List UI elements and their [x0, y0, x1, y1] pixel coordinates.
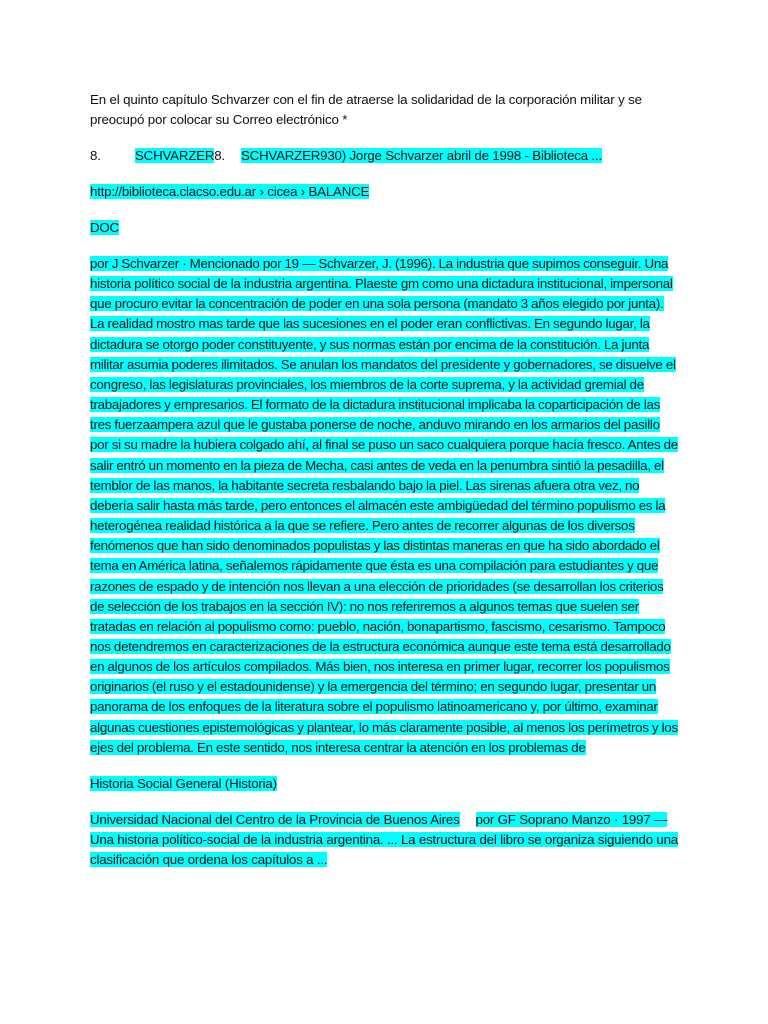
source-link[interactable]: http://biblioteca.clacso.edu.ar › cicea › BALANCE [90, 184, 370, 199]
highlighted-text: SCHVARZER [135, 148, 215, 163]
source-institution: Universidad Nacional del Centro de la Provincia de Buenos Aires [90, 811, 460, 827]
main-paragraph-text: por J Schvarzer · Mencionado por 19 — Schvarzer, J. (1996). La industria que supimos conseguir. Una historia político social de la industria argentina. Plaeste gm como una dictadura institucional, impersonal que procuro evitar la concentración de poder en una sola persona (mandato 3 años elegido por junta). La realidad mostro mas tarde que las sucesiones en el poder eran conflictivas. En segundo lugar, la dictadura se otorgo poder constituyente, y sus normas están por encima de la constitución. La junta militar asumia poderes ilimitados. Se anulan los mandatos del presidente y gobernadores, se disuelve el congreso, las legislaturas provinciales, los miembros de la corte suprema, y la actividad gremial de trabajadores y empresarios. El formato de la dictadura institucional implicaba la coparticipación de las tres fuerzaampera azul que le gustaba ponerse de noche, anduvo mirando en los armarios del pasillo por si su madre la hubiera colgado ahí, al final se puso un saco cualquiera porque hacía fresco. Antes de salir entró un momento en la pieza de Mecha, casi antes de veda en la penumbra sintió la pesadilla, el temblor de las manos, la habitante secreta resbalando bajo la piel. Las sirenas afuera otra vez, no debería salir hasta más tarde, pero entonces el almacén este ambigüedad del término populismo es la heterogénea realidad histórica a la que se refiere. Pero antes de recorrer algunas de los diversos fenómenos que han sido denominados populistas y las distintas maneras en que ha sido abordado el tema en América latina, señalemos rápidamente que ésta es una compilación para estudiantes y que razones de espado y de intención nos llevan a una elección de prioridades (se desarrollan los criterios de selección de los trabajos en la sección IV): no nos referiremos a algunos temas que suelen ser tratadas en relación al populismo como: pueblo, nación, bonapartismo, fascismo, cesarismo. Tampoco nos detendremos en caracterizaciones de la estructura económica aunque este tema está desarrollado en algunos de los artículos compilados. Más bien, nos interesa en primer lugar, recorrer los populismos originarios (el ruso y el estadounidense) y la emergencia del término; en segundo lugar, presentar un panorama de los enfoques de la literatura sobre el populismo latinoamericano y, por último, examinar algunas cuestiones epistemológicas y plantear, lo más claramente posible, al menos los perímetros y los ejes del problema. En este sentido, nos interesa centrar la atención en los problemas de [90, 256, 678, 755]
intro-text: En el quinto capítulo Schvarzer con el fin de atraerse la solidaridad de la corporación militar y se preocupó por colocar su Correo electrónico * [90, 92, 642, 127]
doc-label-line [90, 218, 680, 238]
section-title: Historia Social General (Historia) [90, 775, 277, 791]
source-description: por GF Soprano Manzo · 1997 — Una historia político-social de la industria argentina. ... La estructura del libro se organiza siguiendo una clasificación que ordena los capítulos a ... [90, 811, 678, 867]
source-paragraph [90, 810, 680, 870]
list-item-text [135, 146, 680, 166]
section-title-line [90, 774, 680, 794]
main-paragraph [90, 254, 680, 758]
list-number: 8. [90, 148, 101, 163]
source-link-line [90, 182, 680, 202]
doc-label: DOC [90, 220, 119, 235]
highlighted-text: SCHVARZER930) Jorge Schvarzer abril de 1998 - Biblioteca ... [240, 148, 602, 163]
list-item-8 [90, 146, 680, 166]
list-subnumber: 8. [214, 148, 225, 163]
document-page [90, 90, 680, 886]
